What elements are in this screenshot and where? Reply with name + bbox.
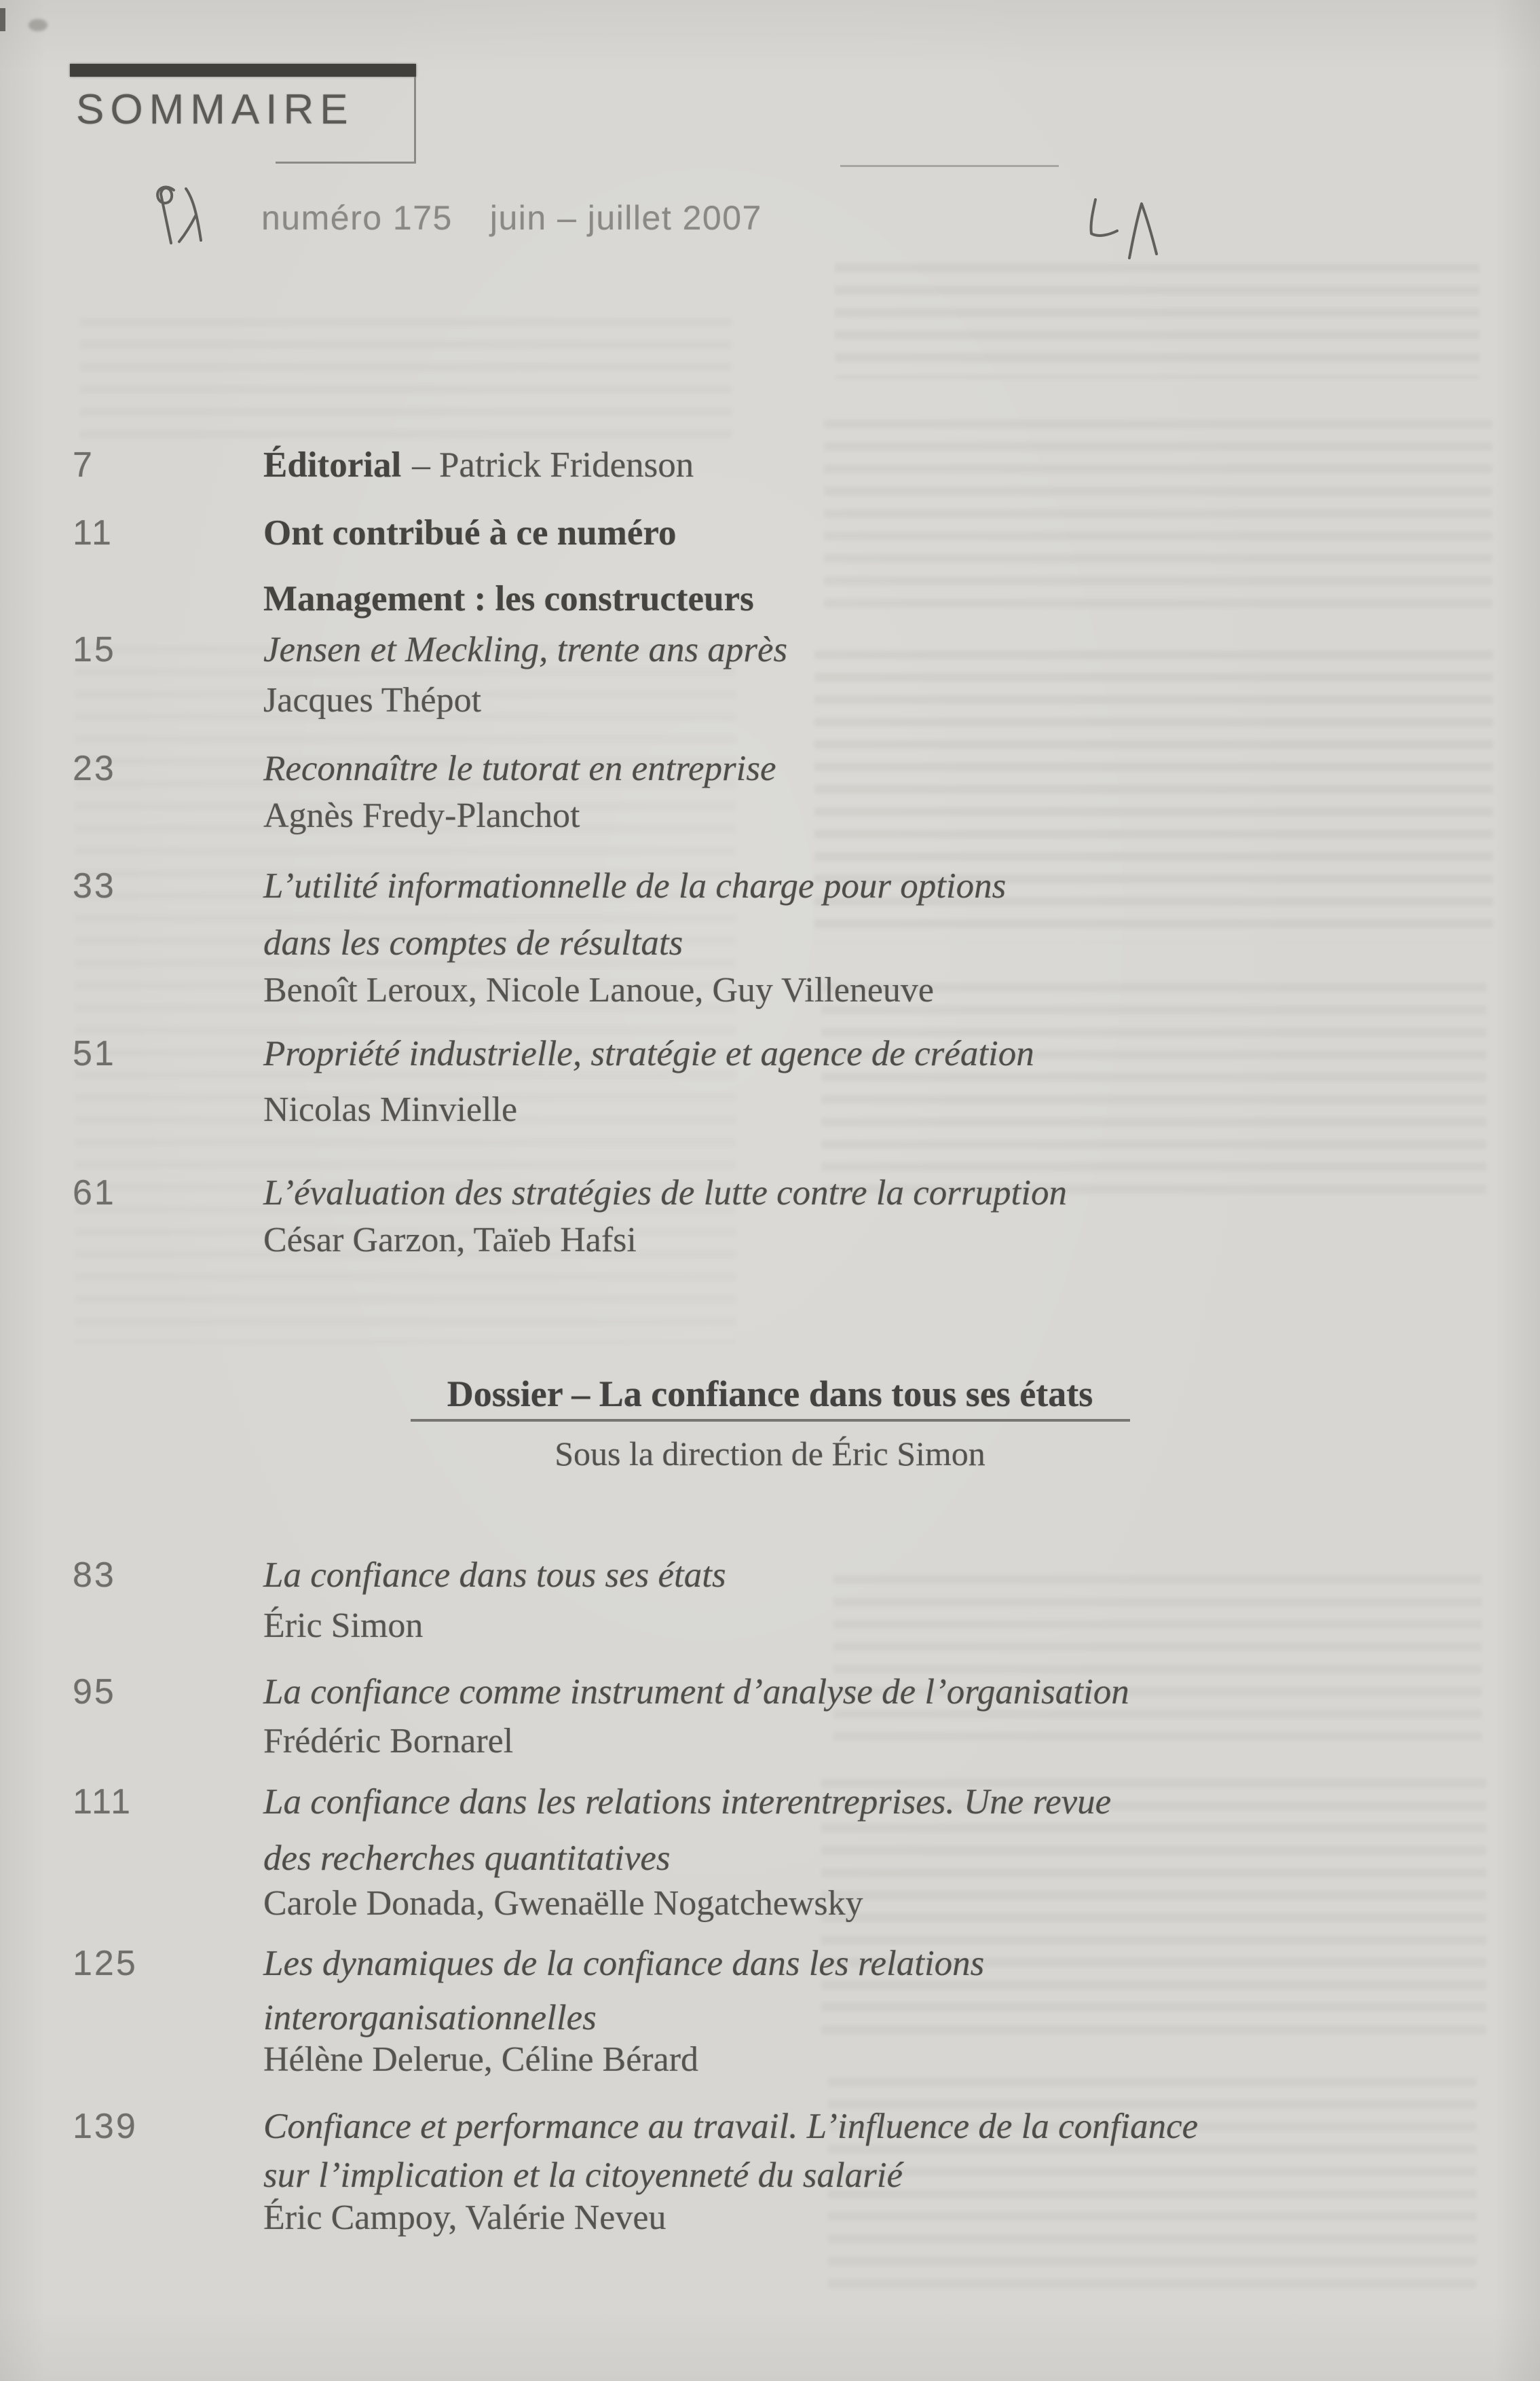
entry-title: Propriété industrielle, stratégie et agence de création	[263, 1034, 1034, 1073]
entry-authors: Jacques Thépot	[263, 681, 482, 720]
page-number: 15	[73, 630, 116, 669]
scan-smudge	[29, 19, 48, 31]
page-number: 83	[73, 1555, 116, 1595]
entry-authors: Benoît Leroux, Nicole Lanoue, Guy Villeneuve	[263, 971, 934, 1010]
bleed-through-text	[835, 263, 1480, 379]
entry-title-line2: sur l’implication et la citoyenneté du salarié	[263, 2156, 903, 2195]
top-right-rule	[840, 165, 1059, 167]
entry-authors: Hélène Delerue, Céline Bérard	[263, 2040, 699, 2079]
entry-title-line2: interorganisationnelles	[263, 1998, 597, 2037]
dossier-section-subtitle: Sous la direction de Éric Simon	[555, 1435, 985, 1473]
issue-dates: juin – juillet 2007	[489, 199, 762, 237]
dossier-section-title: Dossier – La confiance dans tous ses états	[447, 1373, 1093, 1414]
page-number: 11	[73, 513, 113, 553]
bleed-through-text	[80, 318, 732, 443]
dossier-underline	[411, 1419, 1130, 1422]
page-number: 61	[73, 1173, 116, 1213]
bleed-through-text	[833, 1575, 1482, 1745]
page-number: 95	[73, 1672, 116, 1712]
title-box-bottom-rule	[276, 162, 416, 164]
page-number: 33	[73, 866, 116, 906]
page-number: 51	[73, 1034, 116, 1073]
entry-title: La confiance dans les relations interentreprises. Une revue	[263, 1782, 1112, 1822]
bleed-through-text	[824, 420, 1492, 610]
page-number: 7	[73, 445, 94, 485]
entry-title: Les dynamiques de la confiance dans les relations	[263, 1944, 985, 1983]
entry-title: La confiance comme instrument d’analyse de l’organisation	[263, 1672, 1129, 1712]
entry-title: Confiance et performance au travail. L’influence de la confiance	[263, 2107, 1199, 2146]
entry-title: La confiance dans tous ses états	[263, 1555, 726, 1595]
page-number: 125	[73, 1944, 138, 1983]
title-box-right-rule	[414, 77, 416, 164]
entry-title: L’utilité informationnelle de la charge pour options	[263, 866, 1007, 906]
entry-authors: Nicolas Minvielle	[263, 1090, 518, 1129]
entry-title: Jensen et Meckling, trente ans après	[263, 630, 788, 669]
page-number: 111	[73, 1782, 133, 1822]
title-box-top-bar	[70, 64, 416, 77]
entry-title	[263, 445, 694, 485]
entry-title: Reconnaître le tutorat en entreprise	[263, 749, 776, 788]
handwritten-mark-left	[144, 178, 225, 266]
entry-authors: Frédéric Bornarel	[263, 1722, 514, 1760]
page-title: SOMMAIRE	[76, 86, 354, 133]
scan-edge-mark	[0, 8, 5, 31]
page-number: 139	[73, 2107, 138, 2146]
entry-title-line2: des recherches quantitatives	[263, 1839, 671, 1878]
issue-number: numéro 175	[261, 199, 453, 237]
entry-title-text: Éditorial	[263, 445, 402, 485]
entry-title: Ont contribué à ce numéro	[263, 513, 677, 553]
section-header: Management : les constructeurs	[263, 579, 754, 619]
entry-authors: César Garzon, Taïeb Hafsi	[263, 1221, 637, 1259]
entry-authors: Éric Simon	[263, 1606, 424, 1645]
entry-byline: – Patrick Fridenson	[412, 445, 694, 485]
entry-title: L’évaluation des stratégies de lutte contre la corruption	[263, 1173, 1067, 1213]
entry-authors: Éric Campoy, Valérie Neveu	[263, 2198, 666, 2237]
entry-authors: Agnès Fredy-Planchot	[263, 796, 580, 835]
page-number: 23	[73, 749, 116, 788]
handwritten-mark-right	[1070, 182, 1178, 277]
entry-authors: Carole Donada, Gwenaëlle Nogatchewsky	[263, 1884, 863, 1923]
issue-line	[261, 198, 762, 238]
entry-title-line2: dans les comptes de résultats	[263, 923, 683, 963]
